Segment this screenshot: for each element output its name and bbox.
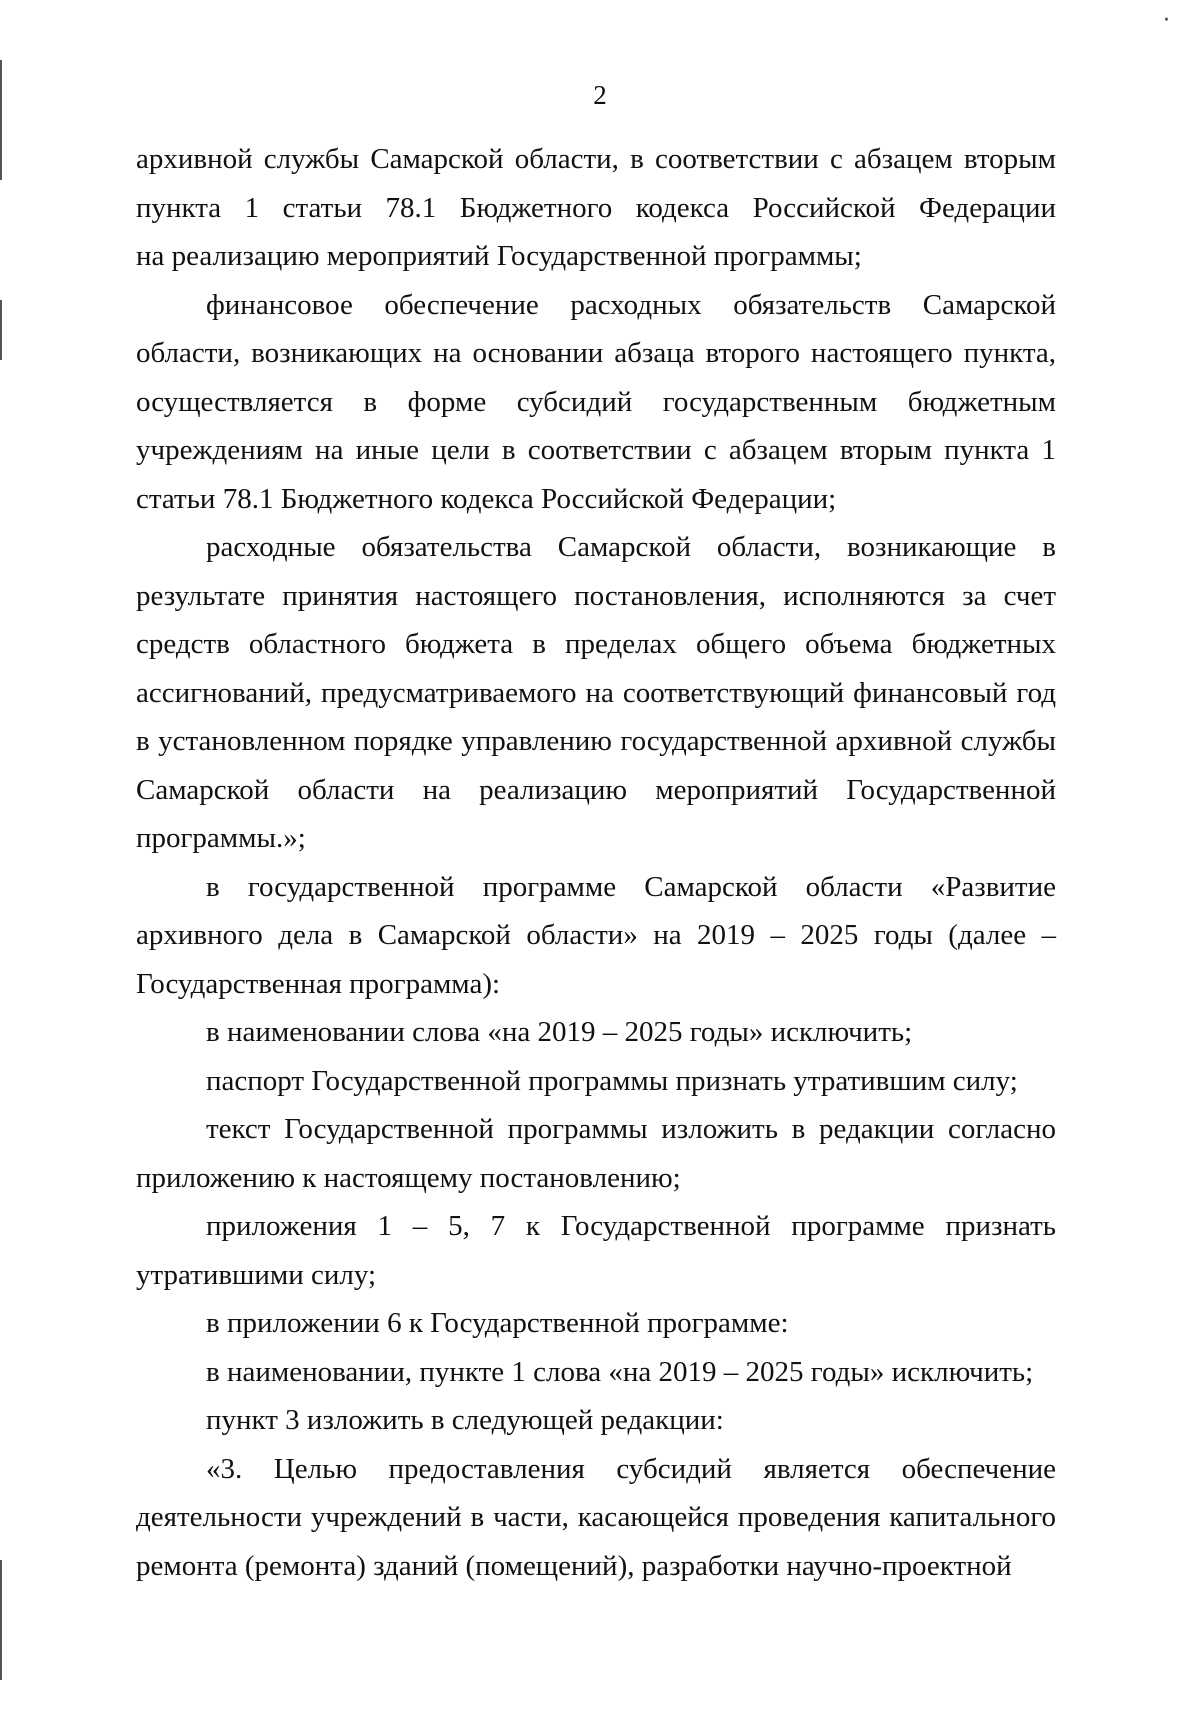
scan-edge-mark xyxy=(0,60,2,180)
text-line: средств областного бюджета в пределах общего объема бюджетных xyxy=(136,628,1056,660)
text-line: осуществляется в форме субсидий государственным бюджетным xyxy=(136,385,1056,418)
text-line: учреждениям на иные цели в соответствии с абзацем вторым пункта 1 xyxy=(136,434,1056,466)
text-line: «3. Целью предоставления субсидий является обеспечение xyxy=(206,1452,1056,1485)
text-line: статьи 78.1 Бюджетного кодекса Российской Федерации; xyxy=(136,482,837,515)
text-line: области, возникающих на основании абзаца второго настоящего пункта, xyxy=(136,337,1056,369)
document-body xyxy=(136,135,1056,1590)
text-line: в установленном порядке управлению государственной архивной службы xyxy=(136,725,1056,757)
text-line: паспорт Государственной программы признать утратившим силу; xyxy=(206,1064,1018,1097)
text-line: Государственная программа): xyxy=(136,967,501,1000)
text-line: текст Государственной программы изложить в редакции согласно xyxy=(206,1113,1056,1145)
text-line: в приложении 6 к Государственной программе: xyxy=(206,1307,789,1339)
text-line: пункт 3 изложить в следующей редакции: xyxy=(206,1404,724,1436)
text-line: архивного дела в Самарской области» на 2019 – 2025 годы (далее – xyxy=(136,919,1056,951)
text-line: Самарской области на реализацию мероприятий Государственной xyxy=(136,773,1056,806)
paragraph xyxy=(136,1105,1056,1202)
text-line: архивной службы Самарской области, в соответствии с абзацем вторым xyxy=(136,143,1056,175)
scan-edge-mark xyxy=(0,300,2,360)
text-line: на реализацию мероприятий Государственной программы; xyxy=(136,240,862,272)
text-line: пункта 1 статьи 78.1 Бюджетного кодекса Российской Федерации xyxy=(136,191,1056,224)
text-line: утратившими силу; xyxy=(136,1258,377,1291)
paragraph xyxy=(136,1057,1056,1106)
text-line: деятельности учреждений в части, касающейся проведения капитального xyxy=(136,1501,1056,1533)
scan-edge-mark xyxy=(0,1560,2,1680)
paragraph xyxy=(136,135,1056,281)
scan-corner-speck: · xyxy=(1163,8,1170,33)
text-line: ассигнований, предусматриваемого на соответствующий финансовый год xyxy=(136,676,1056,709)
text-line: в наименовании слова «на 2019 – 2025 годы» исключить; xyxy=(206,1016,913,1048)
text-line: в государственной программе Самарской области «Развитие xyxy=(206,870,1056,903)
paragraph xyxy=(136,1348,1056,1397)
paragraph xyxy=(136,281,1056,524)
paragraph xyxy=(136,523,1056,863)
text-line: ремонта (ремонта) зданий (помещений), разработки научно-проектной xyxy=(136,1549,1012,1582)
text-line: финансовое обеспечение расходных обязательств Самарской xyxy=(206,288,1056,321)
text-line: в наименовании, пункте 1 слова «на 2019 – 2025 годы» исключить; xyxy=(206,1355,1034,1388)
paragraph xyxy=(136,1008,1056,1057)
paragraph xyxy=(136,1445,1056,1591)
paragraph xyxy=(136,1202,1056,1299)
text-line: приложения 1 – 5, 7 к Государственной программе признать xyxy=(206,1210,1056,1242)
text-line: расходные обязательства Самарской области, возникающие в xyxy=(206,531,1056,563)
page-number: 2 xyxy=(593,80,607,110)
paragraph xyxy=(136,863,1056,1009)
text-line: приложению к настоящему постановлению; xyxy=(136,1161,681,1194)
text-line: результате принятия настоящего постановления, исполняются за счет xyxy=(136,579,1056,612)
paragraph xyxy=(136,1299,1056,1348)
paragraph xyxy=(136,1396,1056,1445)
text-line: программы.»; xyxy=(136,822,306,854)
